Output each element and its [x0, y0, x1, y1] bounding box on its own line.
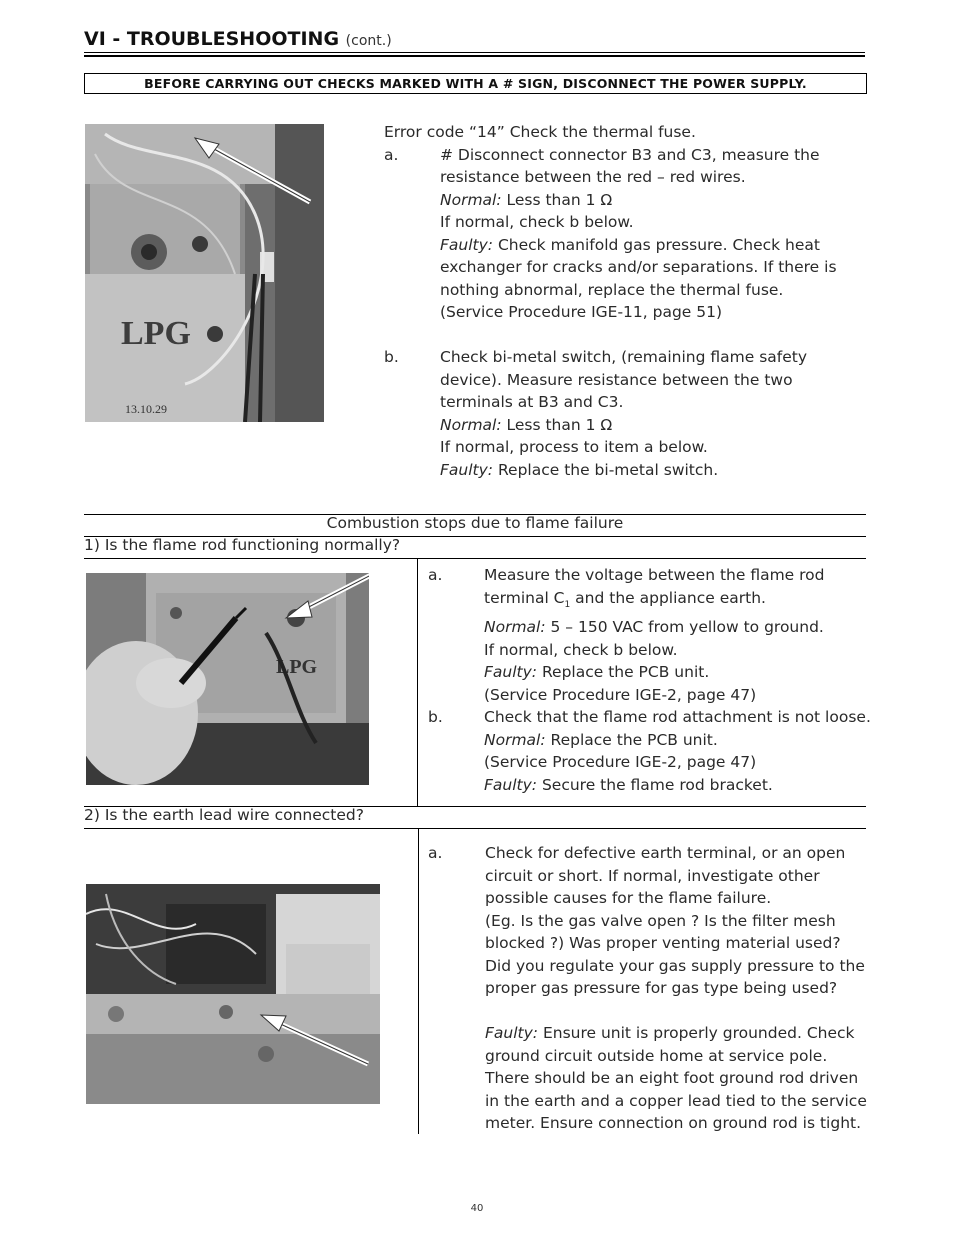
terminal-text-post: and the appliance earth.	[570, 588, 766, 607]
faulty-label: Faulty:	[440, 460, 494, 479]
item-a-if-normal: If normal, check b below.	[440, 213, 634, 231]
table-rule	[84, 558, 866, 559]
normal-value: 5 – 150 VAC from yellow to ground.	[545, 618, 824, 637]
q2-item-a	[428, 842, 868, 1135]
item-a-line: possible causes for the flame failure.	[485, 889, 772, 907]
item-a-label: a.	[428, 566, 443, 584]
item-a-line: # Disconnect connector B3 and C3, measure the	[440, 145, 820, 164]
q1-answers	[428, 564, 871, 796]
photo-lpg-label: LPG	[276, 656, 318, 678]
item-a-line: Did you regulate your gas supply pressure to the	[485, 956, 865, 975]
normal-value: Less than 1 Ω	[501, 415, 613, 434]
item-a-line	[484, 587, 868, 617]
item-a-label: a.	[384, 145, 399, 164]
item-b-line: terminals at B3 and C3.	[440, 393, 624, 411]
item-a-normal	[440, 189, 854, 212]
page-title-suffix: (cont.)	[345, 33, 392, 49]
item-b-line: Check bi-metal switch, (remaining flame safety	[440, 348, 808, 366]
item-a-line: proper gas pressure for gas type being used?	[485, 979, 838, 997]
q2-answers	[428, 842, 868, 1135]
normal-value: Replace the PCB unit.	[545, 730, 718, 749]
flame-rod-photo	[86, 573, 369, 785]
service-procedure-ref: (Service Procedure IGE-2, page 47)	[484, 685, 757, 704]
item-b-line: device). Measure resistance between the two	[440, 370, 793, 389]
faulty-line: ground circuit outside home at service pole.	[485, 1046, 828, 1065]
faulty-line: There should be an eight foot ground rod driven	[485, 1069, 859, 1087]
item-a-label: a.	[428, 844, 443, 862]
table-divider	[417, 558, 418, 806]
terminal-text: terminal C	[484, 588, 565, 607]
faulty-label: Faulty:	[484, 663, 538, 682]
error14-item-b	[384, 346, 854, 481]
thermal-fuse-photo	[85, 124, 324, 422]
table-divider	[418, 828, 419, 1134]
table-rule	[84, 828, 866, 829]
item-b-label: b.	[428, 708, 443, 727]
normal-label: Normal:	[440, 190, 502, 209]
item-a-line: blocked ?) Was proper venting material used?	[485, 934, 841, 952]
error14-block	[384, 121, 854, 481]
item-a-line: nothing abnormal, replace the thermal fuse.	[440, 280, 784, 299]
terminal-subscript: 1	[564, 599, 571, 610]
faulty-line: meter. Ensure connection on ground rod is tight.	[485, 1114, 862, 1132]
faulty-value: Check manifold gas pressure. Check heat	[493, 235, 820, 254]
error14-heading: Error code “14” Check the thermal fuse.	[384, 123, 696, 141]
error14-item-a	[384, 144, 854, 324]
faulty-value: Replace the PCB unit.	[537, 663, 710, 682]
faulty-label: Faulty:	[440, 235, 494, 254]
power-warning-box: BEFORE CARRYING OUT CHECKS MARKED WITH A # SIGN, DISCONNECT THE POWER SUPPLY.	[84, 73, 867, 94]
q1-item-a	[428, 564, 868, 706]
item-a-line: Measure the voltage between the flame rod	[484, 566, 825, 584]
page-title	[84, 28, 392, 50]
section-title: Combustion stops due to flame failure	[326, 514, 624, 532]
normal-label: Normal:	[484, 730, 546, 749]
item-a-line: exchanger for cracks and/or separations. If there is	[440, 258, 837, 276]
item-a-normal	[484, 616, 868, 639]
faulty-value: Replace the bi-metal switch.	[493, 460, 719, 479]
photo-date-label: 13.10.29	[125, 402, 167, 416]
item-b-normal	[484, 729, 868, 752]
question-2: 2) Is the earth lead wire connected?	[84, 806, 364, 824]
normal-value: Less than 1 Ω	[501, 190, 613, 209]
service-procedure-ref: (Service Procedure IGE-11, page 51)	[440, 303, 723, 321]
item-b-if-normal: If normal, process to item a below.	[440, 438, 708, 456]
page-title-text: VI - TROUBLESHOOTING	[84, 28, 340, 50]
item-b-normal	[440, 414, 854, 437]
item-b-faulty	[484, 774, 868, 797]
item-b-line: Check that the flame rod attachment is not loose.	[484, 708, 871, 727]
item-a-line: Check for defective earth terminal, or an open	[485, 844, 846, 862]
title-rule-thin	[84, 52, 865, 53]
normal-label: Normal:	[440, 415, 502, 434]
photo-lpg-label: LPG	[121, 315, 191, 352]
faulty-label: Faulty:	[485, 1024, 539, 1042]
q2-faulty	[485, 1022, 868, 1045]
faulty-line: in the earth and a copper lead tied to the service	[485, 1091, 867, 1110]
item-b-label: b.	[384, 348, 399, 366]
item-a-faulty	[484, 661, 868, 684]
item-b-faulty	[440, 459, 854, 482]
service-procedure-ref: (Service Procedure IGE-2, page 47)	[484, 753, 757, 772]
title-rule-thick	[84, 55, 865, 57]
question-1: 1) Is the flame rod functioning normally?	[84, 536, 401, 554]
faulty-value: Secure the flame rod bracket.	[537, 775, 773, 794]
faulty-label: Faulty:	[484, 775, 538, 794]
normal-label: Normal:	[484, 618, 546, 637]
faulty-value: Ensure unit is properly grounded. Check	[538, 1024, 855, 1042]
item-a-line: (Eg. Is the gas valve open ? Is the filter mesh	[485, 911, 836, 930]
item-a-line: circuit or short. If normal, investigate other	[485, 866, 820, 885]
item-a-faulty	[440, 234, 854, 257]
item-a-if-normal: If normal, check b below.	[484, 640, 678, 659]
item-a-line: resistance between the red – red wires.	[440, 168, 746, 186]
page-number: 40	[470, 1203, 484, 1214]
earth-lead-photo	[86, 884, 380, 1104]
q1-item-b	[428, 706, 871, 796]
